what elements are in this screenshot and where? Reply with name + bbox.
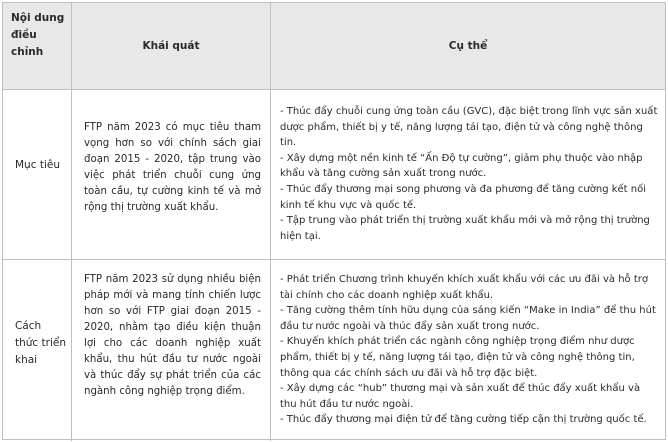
detail-item: - Phát triển Chương trình khuyến khích xuất khẩu với các ưu đãi và hỗ trợ tài chính cho các doanh nghiệp xuất khẩu. [280,274,648,301]
row-label-objectives: Mục tiêu [15,159,60,171]
table-header-row [3,3,665,89]
row-details-implementation [280,272,659,428]
table-row-implementation [3,259,665,441]
header-overview: Khái quát [142,40,200,52]
header-details: Cụ thể [448,40,488,52]
row-summary-cell [71,90,270,259]
row-details-objectives [280,104,659,244]
row-summary-cell [71,260,270,441]
header-cell-details [270,3,665,89]
detail-item: - Thúc đẩy chuỗi cung ứng toàn cầu (GVC), đặc biệt trong lĩnh vực sản xuất dược phẩm, thiết bị y tế, năng lượng tái tạo, điện tử và công nghệ thông tin. [280,106,658,149]
detail-item: - Thúc đẩy thương mại song phương và đa phương để tăng cường kết nối kinh tế khu vực và quốc tế. [280,183,646,211]
row-details-cell [270,260,665,441]
row-label-cell [3,260,71,441]
row-label-cell [3,90,71,259]
row-label-implementation: Cách thức triển khai [15,320,67,366]
row-summary-implementation: FTP năm 2023 sử dụng nhiều biện pháp mới và mang tính chiến lược hơn so với FTP giai đoạn 2015 - 2020, nhằm tạo điều kiện thuận lợi cho các doanh nghiệp xuất khẩu, thu hút đầu tư nước ngoài và thúc đẩy sự phát triển của các ngành công nghiệp trọng điểm. [84,274,261,397]
detail-item: - Tăng cường thêm tính hữu dụng của sáng kiến “Make in India” để thu hút đầu tư nước ngoài và thúc đẩy sản xuất trong nước. [280,305,656,332]
header-cell-overview [71,3,270,89]
detail-item: - Thúc đẩy thương mại điện tử để tăng cường tiếp cận thị trường quốc tế. [280,414,647,426]
header-cell-adjustment [3,3,71,89]
row-details-cell [270,90,665,259]
row-summary-objectives: FTP năm 2023 có mục tiêu tham vọng hơn so với chính sách giai đoạn 2015 - 2020, tập trung vào việc phát triển chuỗi cung ứng toàn cầu, tự cường kinh tế và mở rộng thị trường xuất khẩu. [84,122,261,213]
detail-item: - Tập trung vào phát triển thị trường xuất khẩu mới và mở rộng thị trường hiện tại. [280,215,650,242]
policy-comparison-table [2,2,666,440]
header-adjustment-content: Nội dung điều chỉnh [11,12,65,58]
detail-item: - Xây dựng một nền kinh tế “Ấn Độ tự cường”, giảm phụ thuộc vào nhập khẩu và tăng cường sản xuất trong nước. [280,152,643,180]
detail-item: - Khuyến khích phát triển các ngành công nghiệp trọng điểm như dược phẩm, thiết bị y tế, năng lượng tái tạo, điện tử và công nghệ thông tin, thông qua các chính sách ưu đãi và hỗ trợ đặc biệt. [280,336,635,379]
table-row-objectives [3,89,665,259]
detail-item: - Xây dựng các “hub” thương mại và sản xuất để thúc đẩy xuất khẩu và thu hút đầu tư nước ngoài. [280,383,641,410]
